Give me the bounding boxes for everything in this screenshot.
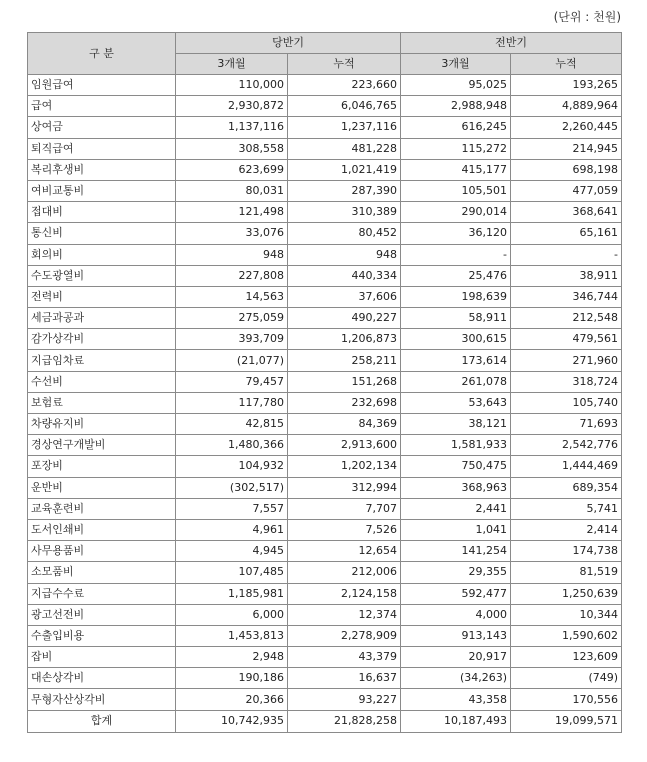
row-current-cumulative: 12,654 bbox=[288, 541, 401, 562]
table-header bbox=[28, 33, 622, 75]
row-current-3m: 227,808 bbox=[176, 265, 288, 286]
table-row bbox=[28, 392, 622, 413]
row-prior-3m: 913,143 bbox=[401, 625, 511, 646]
row-prior-3m: 95,025 bbox=[401, 75, 511, 96]
row-label: 경상연구개발비 bbox=[28, 435, 176, 456]
table-row bbox=[28, 371, 622, 392]
row-current-cumulative: 490,227 bbox=[288, 308, 401, 329]
header-category: 구 분 bbox=[28, 33, 176, 75]
row-prior-cumulative: 5,741 bbox=[511, 498, 622, 519]
row-current-cumulative: 93,227 bbox=[288, 689, 401, 710]
table-row bbox=[28, 414, 622, 435]
header-current-cumulative: 누적 bbox=[288, 54, 401, 75]
table-row bbox=[28, 625, 622, 646]
header-prior-3m: 3개월 bbox=[401, 54, 511, 75]
row-prior-cumulative: 1,590,602 bbox=[511, 625, 622, 646]
row-label: 무형자산상각비 bbox=[28, 689, 176, 710]
row-current-cumulative: 6,046,765 bbox=[288, 96, 401, 117]
row-current-3m: 14,563 bbox=[176, 286, 288, 307]
row-prior-cumulative: 368,641 bbox=[511, 202, 622, 223]
row-prior-cumulative: 71,693 bbox=[511, 414, 622, 435]
row-prior-cumulative: 1,250,639 bbox=[511, 583, 622, 604]
table-row bbox=[28, 286, 622, 307]
row-prior-3m: 300,615 bbox=[401, 329, 511, 350]
row-prior-cumulative: 318,724 bbox=[511, 371, 622, 392]
row-prior-cumulative: 123,609 bbox=[511, 647, 622, 668]
row-current-3m: 79,457 bbox=[176, 371, 288, 392]
row-current-3m: (302,517) bbox=[176, 477, 288, 498]
row-prior-cumulative: (749) bbox=[511, 668, 622, 689]
row-prior-3m: 368,963 bbox=[401, 477, 511, 498]
row-current-cumulative: 16,637 bbox=[288, 668, 401, 689]
row-prior-3m: 4,000 bbox=[401, 604, 511, 625]
table-row bbox=[28, 519, 622, 540]
row-prior-3m: - bbox=[401, 244, 511, 265]
row-label: 접대비 bbox=[28, 202, 176, 223]
row-prior-3m: (34,263) bbox=[401, 668, 511, 689]
row-current-cumulative: 151,268 bbox=[288, 371, 401, 392]
table-row bbox=[28, 308, 622, 329]
row-current-3m: 117,780 bbox=[176, 392, 288, 413]
row-label: 보험료 bbox=[28, 392, 176, 413]
row-label: 교육훈련비 bbox=[28, 498, 176, 519]
row-label: 여비교통비 bbox=[28, 180, 176, 201]
row-label: 광고선전비 bbox=[28, 604, 176, 625]
table-row bbox=[28, 477, 622, 498]
header-current-3m: 3개월 bbox=[176, 54, 288, 75]
table-row bbox=[28, 604, 622, 625]
row-current-3m: 4,945 bbox=[176, 541, 288, 562]
row-current-3m: 4,961 bbox=[176, 519, 288, 540]
row-prior-3m: 261,078 bbox=[401, 371, 511, 392]
table-row bbox=[28, 202, 622, 223]
row-current-cumulative: 310,389 bbox=[288, 202, 401, 223]
row-current-cumulative: 7,526 bbox=[288, 519, 401, 540]
row-prior-3m: 2,988,948 bbox=[401, 96, 511, 117]
row-label: 차량유지비 bbox=[28, 414, 176, 435]
row-prior-cumulative: 479,561 bbox=[511, 329, 622, 350]
row-prior-cumulative: 214,945 bbox=[511, 138, 622, 159]
row-current-cumulative: 7,707 bbox=[288, 498, 401, 519]
row-prior-cumulative: 38,911 bbox=[511, 265, 622, 286]
table-row bbox=[28, 75, 622, 96]
row-prior-3m: 2,441 bbox=[401, 498, 511, 519]
table-row bbox=[28, 223, 622, 244]
row-current-cumulative: 258,211 bbox=[288, 350, 401, 371]
row-current-3m: 121,498 bbox=[176, 202, 288, 223]
row-label: 대손상각비 bbox=[28, 668, 176, 689]
total-current-cumulative: 21,828,258 bbox=[288, 710, 401, 732]
row-prior-3m: 290,014 bbox=[401, 202, 511, 223]
row-current-3m: 393,709 bbox=[176, 329, 288, 350]
row-label: 도서인쇄비 bbox=[28, 519, 176, 540]
row-label: 운반비 bbox=[28, 477, 176, 498]
table-row bbox=[28, 562, 622, 583]
table-row bbox=[28, 689, 622, 710]
row-current-3m: 107,485 bbox=[176, 562, 288, 583]
row-label: 지급임차료 bbox=[28, 350, 176, 371]
row-current-cumulative: 440,334 bbox=[288, 265, 401, 286]
row-prior-3m: 141,254 bbox=[401, 541, 511, 562]
table-row bbox=[28, 647, 622, 668]
row-label: 소모품비 bbox=[28, 562, 176, 583]
row-prior-cumulative: 174,738 bbox=[511, 541, 622, 562]
unit-note: (단위 : 천원) bbox=[553, 10, 621, 24]
row-prior-3m: 25,476 bbox=[401, 265, 511, 286]
total-current-3m: 10,742,935 bbox=[176, 710, 288, 732]
row-prior-cumulative: - bbox=[511, 244, 622, 265]
row-prior-cumulative: 193,265 bbox=[511, 75, 622, 96]
table-row bbox=[28, 350, 622, 371]
row-label: 퇴직급여 bbox=[28, 138, 176, 159]
row-prior-3m: 43,358 bbox=[401, 689, 511, 710]
row-prior-cumulative: 2,260,445 bbox=[511, 117, 622, 138]
row-prior-cumulative: 105,740 bbox=[511, 392, 622, 413]
row-label: 포장비 bbox=[28, 456, 176, 477]
row-prior-3m: 20,917 bbox=[401, 647, 511, 668]
row-prior-3m: 29,355 bbox=[401, 562, 511, 583]
total-row bbox=[28, 710, 622, 732]
row-prior-3m: 1,581,933 bbox=[401, 435, 511, 456]
total-label: 합계 bbox=[28, 710, 176, 732]
row-prior-cumulative: 212,548 bbox=[511, 308, 622, 329]
row-current-3m: 1,137,116 bbox=[176, 117, 288, 138]
row-current-cumulative: 212,006 bbox=[288, 562, 401, 583]
row-current-3m: 42,815 bbox=[176, 414, 288, 435]
row-current-cumulative: 2,913,600 bbox=[288, 435, 401, 456]
row-prior-3m: 415,177 bbox=[401, 159, 511, 180]
row-label: 잡비 bbox=[28, 647, 176, 668]
row-prior-cumulative: 689,354 bbox=[511, 477, 622, 498]
row-prior-3m: 36,120 bbox=[401, 223, 511, 244]
row-current-cumulative: 2,278,909 bbox=[288, 625, 401, 646]
row-current-3m: 1,185,981 bbox=[176, 583, 288, 604]
row-label: 급여 bbox=[28, 96, 176, 117]
row-label: 감가상각비 bbox=[28, 329, 176, 350]
row-current-3m: 1,480,366 bbox=[176, 435, 288, 456]
row-prior-cumulative: 2,542,776 bbox=[511, 435, 622, 456]
row-prior-3m: 173,614 bbox=[401, 350, 511, 371]
row-current-3m: 6,000 bbox=[176, 604, 288, 625]
expense-table bbox=[27, 32, 622, 733]
header-prior-cumulative: 누적 bbox=[511, 54, 622, 75]
row-current-3m: 2,930,872 bbox=[176, 96, 288, 117]
row-current-cumulative: 312,994 bbox=[288, 477, 401, 498]
row-current-cumulative: 1,202,134 bbox=[288, 456, 401, 477]
row-label: 세금과공과 bbox=[28, 308, 176, 329]
row-current-cumulative: 43,379 bbox=[288, 647, 401, 668]
row-prior-cumulative: 1,444,469 bbox=[511, 456, 622, 477]
row-current-cumulative: 948 bbox=[288, 244, 401, 265]
row-label: 임원급여 bbox=[28, 75, 176, 96]
row-current-3m: 80,031 bbox=[176, 180, 288, 201]
row-current-3m: 110,000 bbox=[176, 75, 288, 96]
row-prior-3m: 592,477 bbox=[401, 583, 511, 604]
row-prior-cumulative: 2,414 bbox=[511, 519, 622, 540]
table-row bbox=[28, 435, 622, 456]
table-row bbox=[28, 96, 622, 117]
row-current-cumulative: 1,206,873 bbox=[288, 329, 401, 350]
row-current-3m: (21,077) bbox=[176, 350, 288, 371]
table-row bbox=[28, 583, 622, 604]
table-row bbox=[28, 541, 622, 562]
row-current-cumulative: 37,606 bbox=[288, 286, 401, 307]
table-row bbox=[28, 668, 622, 689]
row-prior-cumulative: 10,344 bbox=[511, 604, 622, 625]
table-row bbox=[28, 456, 622, 477]
row-label: 수도광열비 bbox=[28, 265, 176, 286]
row-prior-3m: 105,501 bbox=[401, 180, 511, 201]
total-prior-3m: 10,187,493 bbox=[401, 710, 511, 732]
row-current-cumulative: 223,660 bbox=[288, 75, 401, 96]
row-current-3m: 190,186 bbox=[176, 668, 288, 689]
row-label: 복리후생비 bbox=[28, 159, 176, 180]
row-current-3m: 308,558 bbox=[176, 138, 288, 159]
table-row bbox=[28, 117, 622, 138]
row-prior-3m: 750,475 bbox=[401, 456, 511, 477]
row-prior-cumulative: 477,059 bbox=[511, 180, 622, 201]
row-label: 상여금 bbox=[28, 117, 176, 138]
row-label: 통신비 bbox=[28, 223, 176, 244]
row-current-3m: 2,948 bbox=[176, 647, 288, 668]
row-current-3m: 1,453,813 bbox=[176, 625, 288, 646]
row-label: 수출입비용 bbox=[28, 625, 176, 646]
row-prior-3m: 38,121 bbox=[401, 414, 511, 435]
row-current-3m: 275,059 bbox=[176, 308, 288, 329]
row-current-cumulative: 232,698 bbox=[288, 392, 401, 413]
row-current-cumulative: 84,369 bbox=[288, 414, 401, 435]
table-row bbox=[28, 159, 622, 180]
row-prior-3m: 53,643 bbox=[401, 392, 511, 413]
table-row bbox=[28, 138, 622, 159]
row-prior-3m: 1,041 bbox=[401, 519, 511, 540]
table-row bbox=[28, 180, 622, 201]
row-current-cumulative: 481,228 bbox=[288, 138, 401, 159]
row-current-3m: 20,366 bbox=[176, 689, 288, 710]
row-label: 사무용품비 bbox=[28, 541, 176, 562]
row-prior-cumulative: 4,889,964 bbox=[511, 96, 622, 117]
table-row bbox=[28, 329, 622, 350]
row-current-cumulative: 287,390 bbox=[288, 180, 401, 201]
row-current-3m: 33,076 bbox=[176, 223, 288, 244]
row-prior-cumulative: 271,960 bbox=[511, 350, 622, 371]
row-prior-3m: 198,639 bbox=[401, 286, 511, 307]
row-current-cumulative: 80,452 bbox=[288, 223, 401, 244]
row-prior-3m: 115,272 bbox=[401, 138, 511, 159]
row-current-3m: 623,699 bbox=[176, 159, 288, 180]
row-prior-3m: 58,911 bbox=[401, 308, 511, 329]
row-current-cumulative: 12,374 bbox=[288, 604, 401, 625]
row-current-cumulative: 2,124,158 bbox=[288, 583, 401, 604]
row-label: 지급수수료 bbox=[28, 583, 176, 604]
header-current-period: 당반기 bbox=[176, 33, 401, 54]
row-prior-cumulative: 346,744 bbox=[511, 286, 622, 307]
row-prior-cumulative: 698,198 bbox=[511, 159, 622, 180]
row-label: 회의비 bbox=[28, 244, 176, 265]
table-row bbox=[28, 265, 622, 286]
row-label: 수선비 bbox=[28, 371, 176, 392]
total-prior-cumulative: 19,099,571 bbox=[511, 710, 622, 732]
header-prior-period: 전반기 bbox=[401, 33, 622, 54]
row-current-cumulative: 1,237,116 bbox=[288, 117, 401, 138]
table-body bbox=[28, 75, 622, 711]
row-prior-cumulative: 170,556 bbox=[511, 689, 622, 710]
row-prior-cumulative: 65,161 bbox=[511, 223, 622, 244]
table-row bbox=[28, 498, 622, 519]
row-prior-3m: 616,245 bbox=[401, 117, 511, 138]
row-current-cumulative: 1,021,419 bbox=[288, 159, 401, 180]
row-current-3m: 7,557 bbox=[176, 498, 288, 519]
row-prior-cumulative: 81,519 bbox=[511, 562, 622, 583]
table-row bbox=[28, 244, 622, 265]
row-label: 전력비 bbox=[28, 286, 176, 307]
row-current-3m: 948 bbox=[176, 244, 288, 265]
row-current-3m: 104,932 bbox=[176, 456, 288, 477]
